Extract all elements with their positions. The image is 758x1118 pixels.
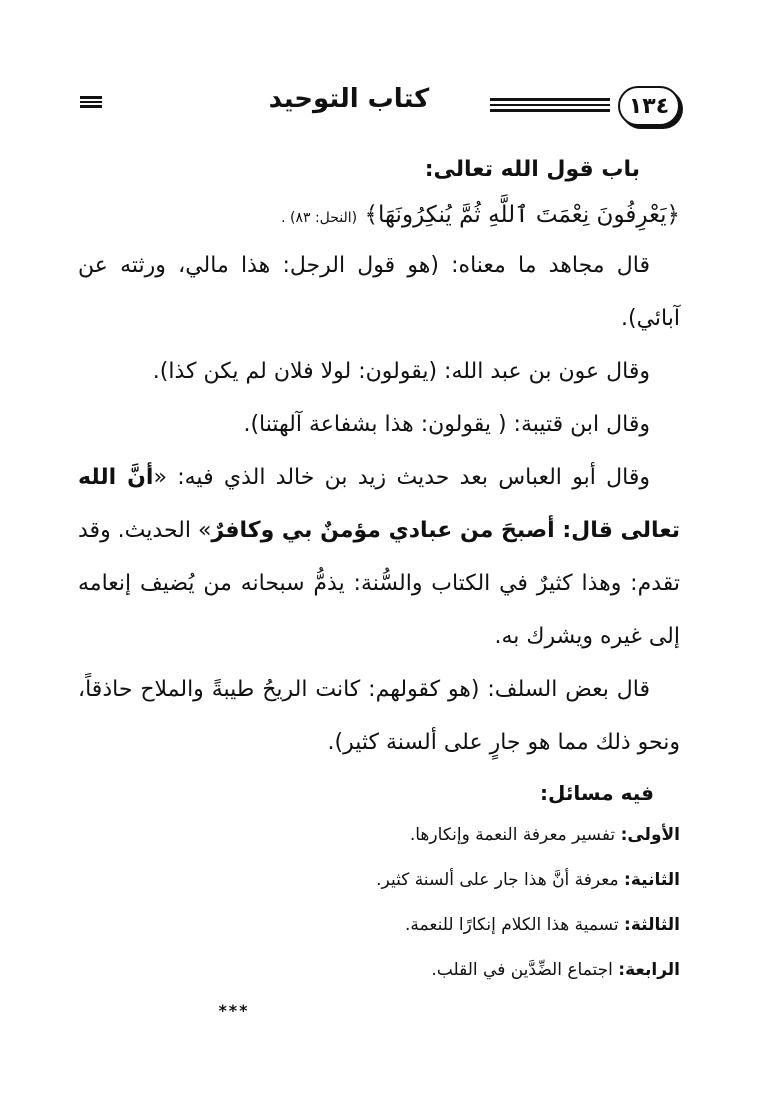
- paragraph-abu-al-abbas: [78, 451, 680, 663]
- issue-item: [78, 813, 680, 858]
- issue-item: [78, 948, 680, 993]
- issue-item: [78, 903, 680, 948]
- paragraph-salaf: قال بعض السلف: (هو كقولهم: كانت الريحُ طيبةً والملاح حاذقاً، ونحو ذلك مما هو جارٍ على ألسنة كثير).: [78, 677, 680, 755]
- verse-text: ﴿يَعْرِفُونَ نِعْمَتَ ٱللَّهِ ثُمَّ يُنكِرُونَهَا﴾: [364, 202, 680, 228]
- paragraph-ibn-qutayba: وقال ابن قتيبة: ( يقولون: هذا بشفاعة آلهتنا).: [243, 412, 650, 437]
- hadith-quote: أنَّ الله تعالى قال: أصبحَ من عبادي مؤمنٌ بي وكافرٌ: [78, 465, 680, 543]
- quran-verse: [78, 194, 680, 239]
- issue-text: اجتماع الضِّدَّين في القلب.: [431, 960, 613, 980]
- issue-item: [78, 858, 680, 903]
- issue-label: الثانية:: [624, 870, 680, 890]
- issue-text: تفسير معرفة النعمة وإنكارها.: [409, 825, 616, 845]
- paragraph-abu-al-abbas-start: وقال أبو العباس بعد حديث زيد بن خالد الذي فيه: «: [153, 465, 650, 490]
- header-rule-right: [490, 98, 610, 112]
- issue-label: الرابعة:: [618, 960, 680, 980]
- issues-title: فيه مسائل:: [540, 781, 654, 805]
- verse-reference: (النحل: ٨٣) .: [281, 210, 358, 226]
- page-number: ١٣٤: [618, 86, 680, 126]
- section-separator: ***: [218, 1001, 250, 1020]
- issue-label: الثالثة:: [624, 915, 680, 935]
- page-header: [78, 80, 680, 130]
- issue-text: تسمية هذا الكلام إنكارًا للنعمة.: [405, 915, 619, 935]
- paragraph-abu-al-abbas-end: » الحديث. وقد تقدم: وهذا كثيرٌ في الكتاب والسُّنة: يذمُّ سبحانه من يُضيف إنعامه إلى غيره ويشرك به.: [78, 518, 680, 649]
- chapter-title: باب قول الله تعالى:: [424, 157, 640, 182]
- book-title: كتاب التوحيد: [268, 84, 430, 114]
- book-page: [78, 80, 680, 1020]
- paragraph-awn: وقال عون بن عبد الله: (يقولون: لولا فلان لم يكن كذا).: [152, 359, 650, 384]
- header-rule-left: [80, 96, 102, 108]
- paragraph-mujahid: قال مجاهد ما معناه: (هو قول الرجل: هذا مالي، ورثته عن آبائي).: [78, 253, 680, 331]
- issue-label: الأولى:: [620, 825, 680, 845]
- issue-text: معرفة أنَّ هذا جار على ألسنة كثير.: [376, 870, 619, 890]
